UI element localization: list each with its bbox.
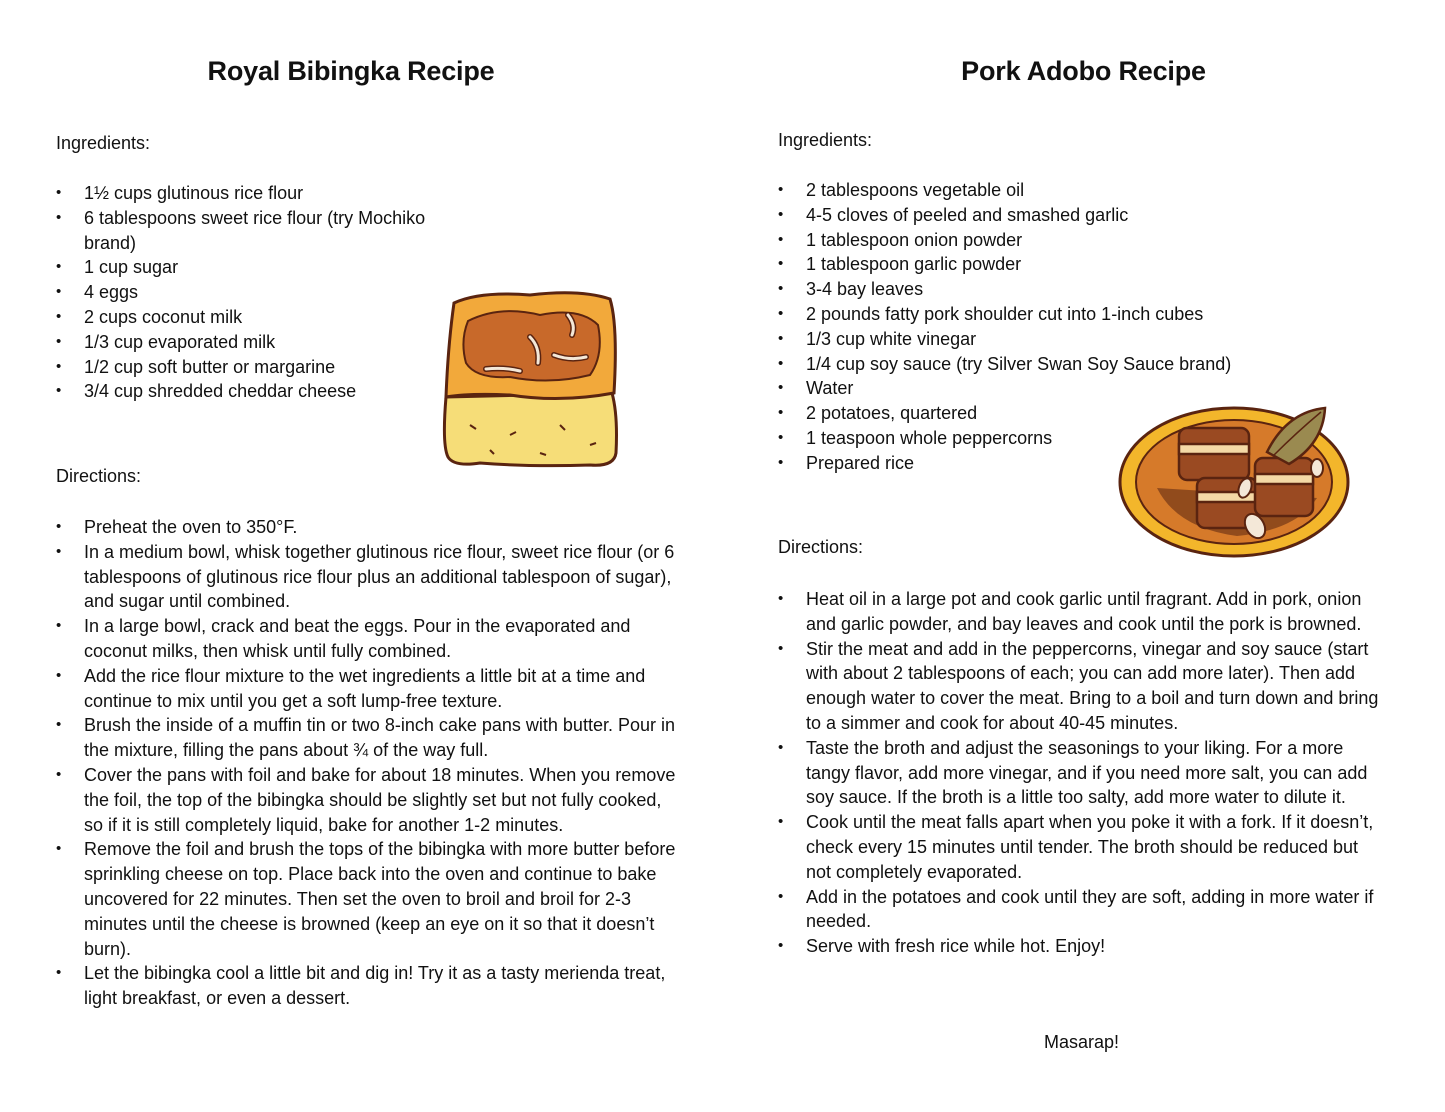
- direction-step: • In a large bowl, crack and beat the eggs. Pour in the evaporated and coconut milks, then whisk until fully combined.: [56, 614, 676, 664]
- direction-step: • Remove the foil and brush the tops of the bibingka with more butter before sprinkling cheese on top. Place back into the oven and continue to bake uncovered for 22 minutes. Then set the oven to broil and broil for 2-3 minutes until the cheese is browned (keep an eye on it so that it doesn’t burn).: [56, 837, 676, 961]
- adobo-directions-heading: Directions:: [778, 537, 864, 557]
- adobo-directions-list: [778, 587, 1388, 959]
- direction-step: • Stir the meat and add in the peppercorns, vinegar and soy sauce (start with about 2 tablespoons of each; you can add more later). Then add enough water to cover the meat. Bring to a boil and turn down and bring to a simmer and cook for about 40-45 minutes.: [778, 637, 1388, 736]
- ingredient-item: • Water: [778, 376, 1298, 401]
- ingredient-item: • 4-5 cloves of peeled and smashed garlic: [778, 203, 1298, 228]
- direction-step: • In a medium bowl, whisk together glutinous rice flour, sweet rice flour (or 6 tablespoons of glutinous rice flour plus an additional tablespoon of sugar), and sugar until combined.: [56, 540, 676, 614]
- ingredient-item: • 2 cups coconut milk: [56, 305, 456, 330]
- ingredient-item: • 1 cup sugar: [56, 255, 456, 280]
- ingredient-item: • Prepared rice: [778, 451, 1298, 476]
- ingredient-item: • 2 potatoes, quartered: [778, 401, 1298, 426]
- ingredient-item: • 1½ cups glutinous rice flour: [56, 181, 456, 206]
- ingredient-item: • 1/3 cup evaporated milk: [56, 330, 456, 355]
- adobo-illustration: [1117, 398, 1357, 560]
- direction-step: • Cook until the meat falls apart when you poke it with a fork. If it doesn’t, check every 15 minutes until tender. The broth should be reduced but not completely evaporated.: [778, 810, 1388, 884]
- ingredient-item: • 1 tablespoon onion powder: [778, 228, 1298, 253]
- ingredient-item: • 2 tablespoons vegetable oil: [778, 178, 1298, 203]
- ingredient-item: • 6 tablespoons sweet rice flour (try Mochiko brand): [56, 206, 456, 256]
- ingredient-item: • 3/4 cup shredded cheddar cheese: [56, 379, 456, 404]
- ingredient-item: • 4 eggs: [56, 280, 456, 305]
- bibingka-page: [0, 0, 722, 1112]
- ingredient-item: • 1/3 cup white vinegar: [778, 327, 1298, 352]
- adobo-title: Pork Adobo Recipe: [961, 56, 1206, 86]
- adobo-ingredients-heading: Ingredients:: [778, 130, 873, 150]
- ingredient-item: • 1/2 cup soft butter or margarine: [56, 355, 456, 380]
- adobo-page: [722, 0, 1445, 1112]
- bibingka-ingredients-list: [56, 181, 456, 404]
- direction-step: • Add in the potatoes and cook until they are soft, adding in more water if needed.: [778, 885, 1388, 935]
- direction-step: • Preheat the oven to 350°F.: [56, 515, 676, 540]
- direction-step: • Let the bibingka cool a little bit and dig in! Try it as a tasty merienda treat, light breakfast, or even a dessert.: [56, 961, 676, 1011]
- direction-step: • Taste the broth and adjust the seasonings to your liking. For a more tangy flavor, add more vinegar, and if you need more salt, you can add soy sauce. If the broth is a little too salty, add more water to dilute it.: [778, 736, 1388, 810]
- ingredient-item: • 1 tablespoon garlic powder: [778, 252, 1298, 277]
- bibingka-title: Royal Bibingka Recipe: [207, 56, 495, 86]
- bibingka-illustration: [440, 285, 620, 473]
- bibingka-directions-heading: Directions:: [56, 466, 142, 486]
- direction-step: • Brush the inside of a muffin tin or two 8-inch cake pans with butter. Pour in the mixture, filling the pans about ¾ of the way full.: [56, 713, 676, 763]
- ingredient-item: • 2 pounds fatty pork shoulder cut into 1-inch cubes: [778, 302, 1298, 327]
- direction-step: • Add the rice flour mixture to the wet ingredients a little bit at a time and continue to mix until you get a soft lump-free texture.: [56, 664, 676, 714]
- closing-text: Masarap!: [1044, 1032, 1120, 1052]
- direction-step: • Cover the pans with foil and bake for about 18 minutes. When you remove the foil, the top of the bibingka should be slightly set but not fully cooked, so if it is still completely liquid, bake for another 1-2 minutes.: [56, 763, 676, 837]
- bibingka-ingredients-heading: Ingredients:: [56, 133, 151, 153]
- direction-step: • Heat oil in a large pot and cook garlic until fragrant. Add in pork, onion and garlic powder, and bay leaves and cook until the pork is browned.: [778, 587, 1388, 637]
- ingredient-item: • 1 teaspoon whole peppercorns: [778, 426, 1298, 451]
- ingredient-item: • 3-4 bay leaves: [778, 277, 1298, 302]
- bibingka-directions-list: [56, 515, 676, 1011]
- direction-step: • Serve with fresh rice while hot. Enjoy!: [778, 934, 1388, 959]
- ingredient-item: • 1/4 cup soy sauce (try Silver Swan Soy Sauce brand): [778, 352, 1298, 377]
